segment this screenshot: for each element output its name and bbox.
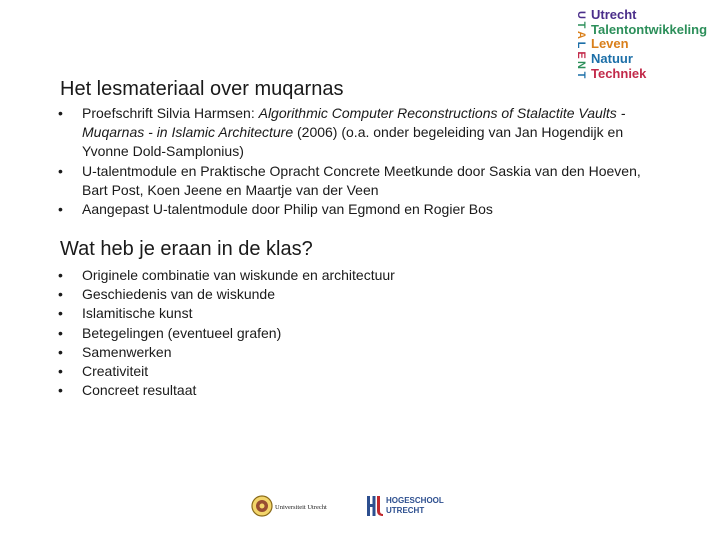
utalent-line: Techniek [591, 65, 647, 81]
lesmateriaal-list [58, 104, 668, 219]
hu-line1: HOGESCHOOL [386, 496, 444, 505]
list-item [58, 285, 668, 304]
utalent-vertical-wordmark [574, 10, 588, 80]
bullet-icon: • [58, 201, 63, 218]
item-text: Aangepast U-talentmodule door Philip van Egmond en Rogier Bos [82, 201, 493, 218]
universiteit-utrecht-logo [250, 494, 330, 518]
hu-mark-icon [366, 494, 384, 518]
utalent-vertical-letter: N [575, 61, 588, 69]
item-text: Samenwerken [82, 343, 172, 360]
hu-line2: UTRECHT [386, 506, 425, 515]
utalent-lines [591, 8, 707, 82]
svg-text:Universiteit Utrecht: Universiteit Utrecht [275, 504, 327, 511]
utalent-vertical-letter: E [575, 51, 588, 59]
list-item [58, 104, 668, 162]
klas-benefits-list [58, 266, 668, 400]
bullet-icon: • [58, 363, 63, 380]
item-text: Originele combinatie van wiskunde en architectuur [82, 267, 395, 283]
item-text: Betegelingen (eventueel grafen) [82, 324, 282, 341]
bullet-icon: • [58, 162, 63, 179]
item-text: Concreet resultaat [82, 382, 197, 399]
item-text: Proefschrift Silvia Harmsen: [82, 105, 259, 121]
item-text: Geschiedenis van de wiskunde [82, 286, 276, 303]
item-text: U-talentmodule en Praktische Opracht Concrete Meetkunde door Saskia van den Hoeven, Bart Post, Koen Jeene en Maartje van der Veen [82, 162, 641, 198]
utalent-line: Utrecht [591, 7, 637, 22]
list-item [58, 324, 668, 343]
item-text: Islamitische kunst [82, 305, 193, 322]
utalent-line: Leven [591, 36, 629, 52]
bullet-icon: • [58, 286, 63, 303]
utalent-vertical-letter: U [575, 11, 588, 19]
hu-wordmark [386, 496, 444, 516]
bullet-icon: • [58, 105, 63, 121]
bullet-icon: • [58, 324, 63, 341]
bullet-icon: • [58, 305, 63, 322]
bullet-icon: • [58, 343, 63, 360]
section-title-klas: Wat heb je eraan in de klas? [60, 238, 313, 260]
utalent-vertical-letter: T [575, 21, 588, 29]
section-title-lesmateriaal: Het lesmateriaal over muqarnas [60, 78, 344, 100]
utalent-vertical-letter: L [575, 41, 588, 49]
list-item [58, 200, 668, 219]
bullet-icon: • [58, 382, 63, 399]
list-item [58, 362, 668, 381]
item-text-suffix: (2006) (o.a. onder begeleiding van Jan Hogendijk en Yvonne Dold-Samplonius) [82, 124, 624, 160]
uu-seal-icon [250, 494, 330, 518]
item-italic-title: Algorithmic Computer Reconstructions of Stalactite Vaults - Muqarnas - in Islamic Architecture [82, 105, 626, 141]
bullet-icon: • [58, 267, 63, 283]
list-item [58, 304, 668, 323]
item-text: Creativiteit [82, 363, 149, 380]
utalent-line: Talentontwikkeling [591, 21, 708, 37]
utalent-line: Natuur [591, 51, 633, 67]
list-item [58, 162, 668, 200]
utalent-logo [574, 8, 720, 84]
utalent-vertical-letter: A [575, 31, 588, 39]
utalent-vertical-letter: T [575, 71, 588, 79]
list-item [58, 381, 668, 400]
list-item [58, 343, 668, 362]
list-item [58, 266, 668, 285]
hogeschool-utrecht-logo [366, 494, 446, 518]
